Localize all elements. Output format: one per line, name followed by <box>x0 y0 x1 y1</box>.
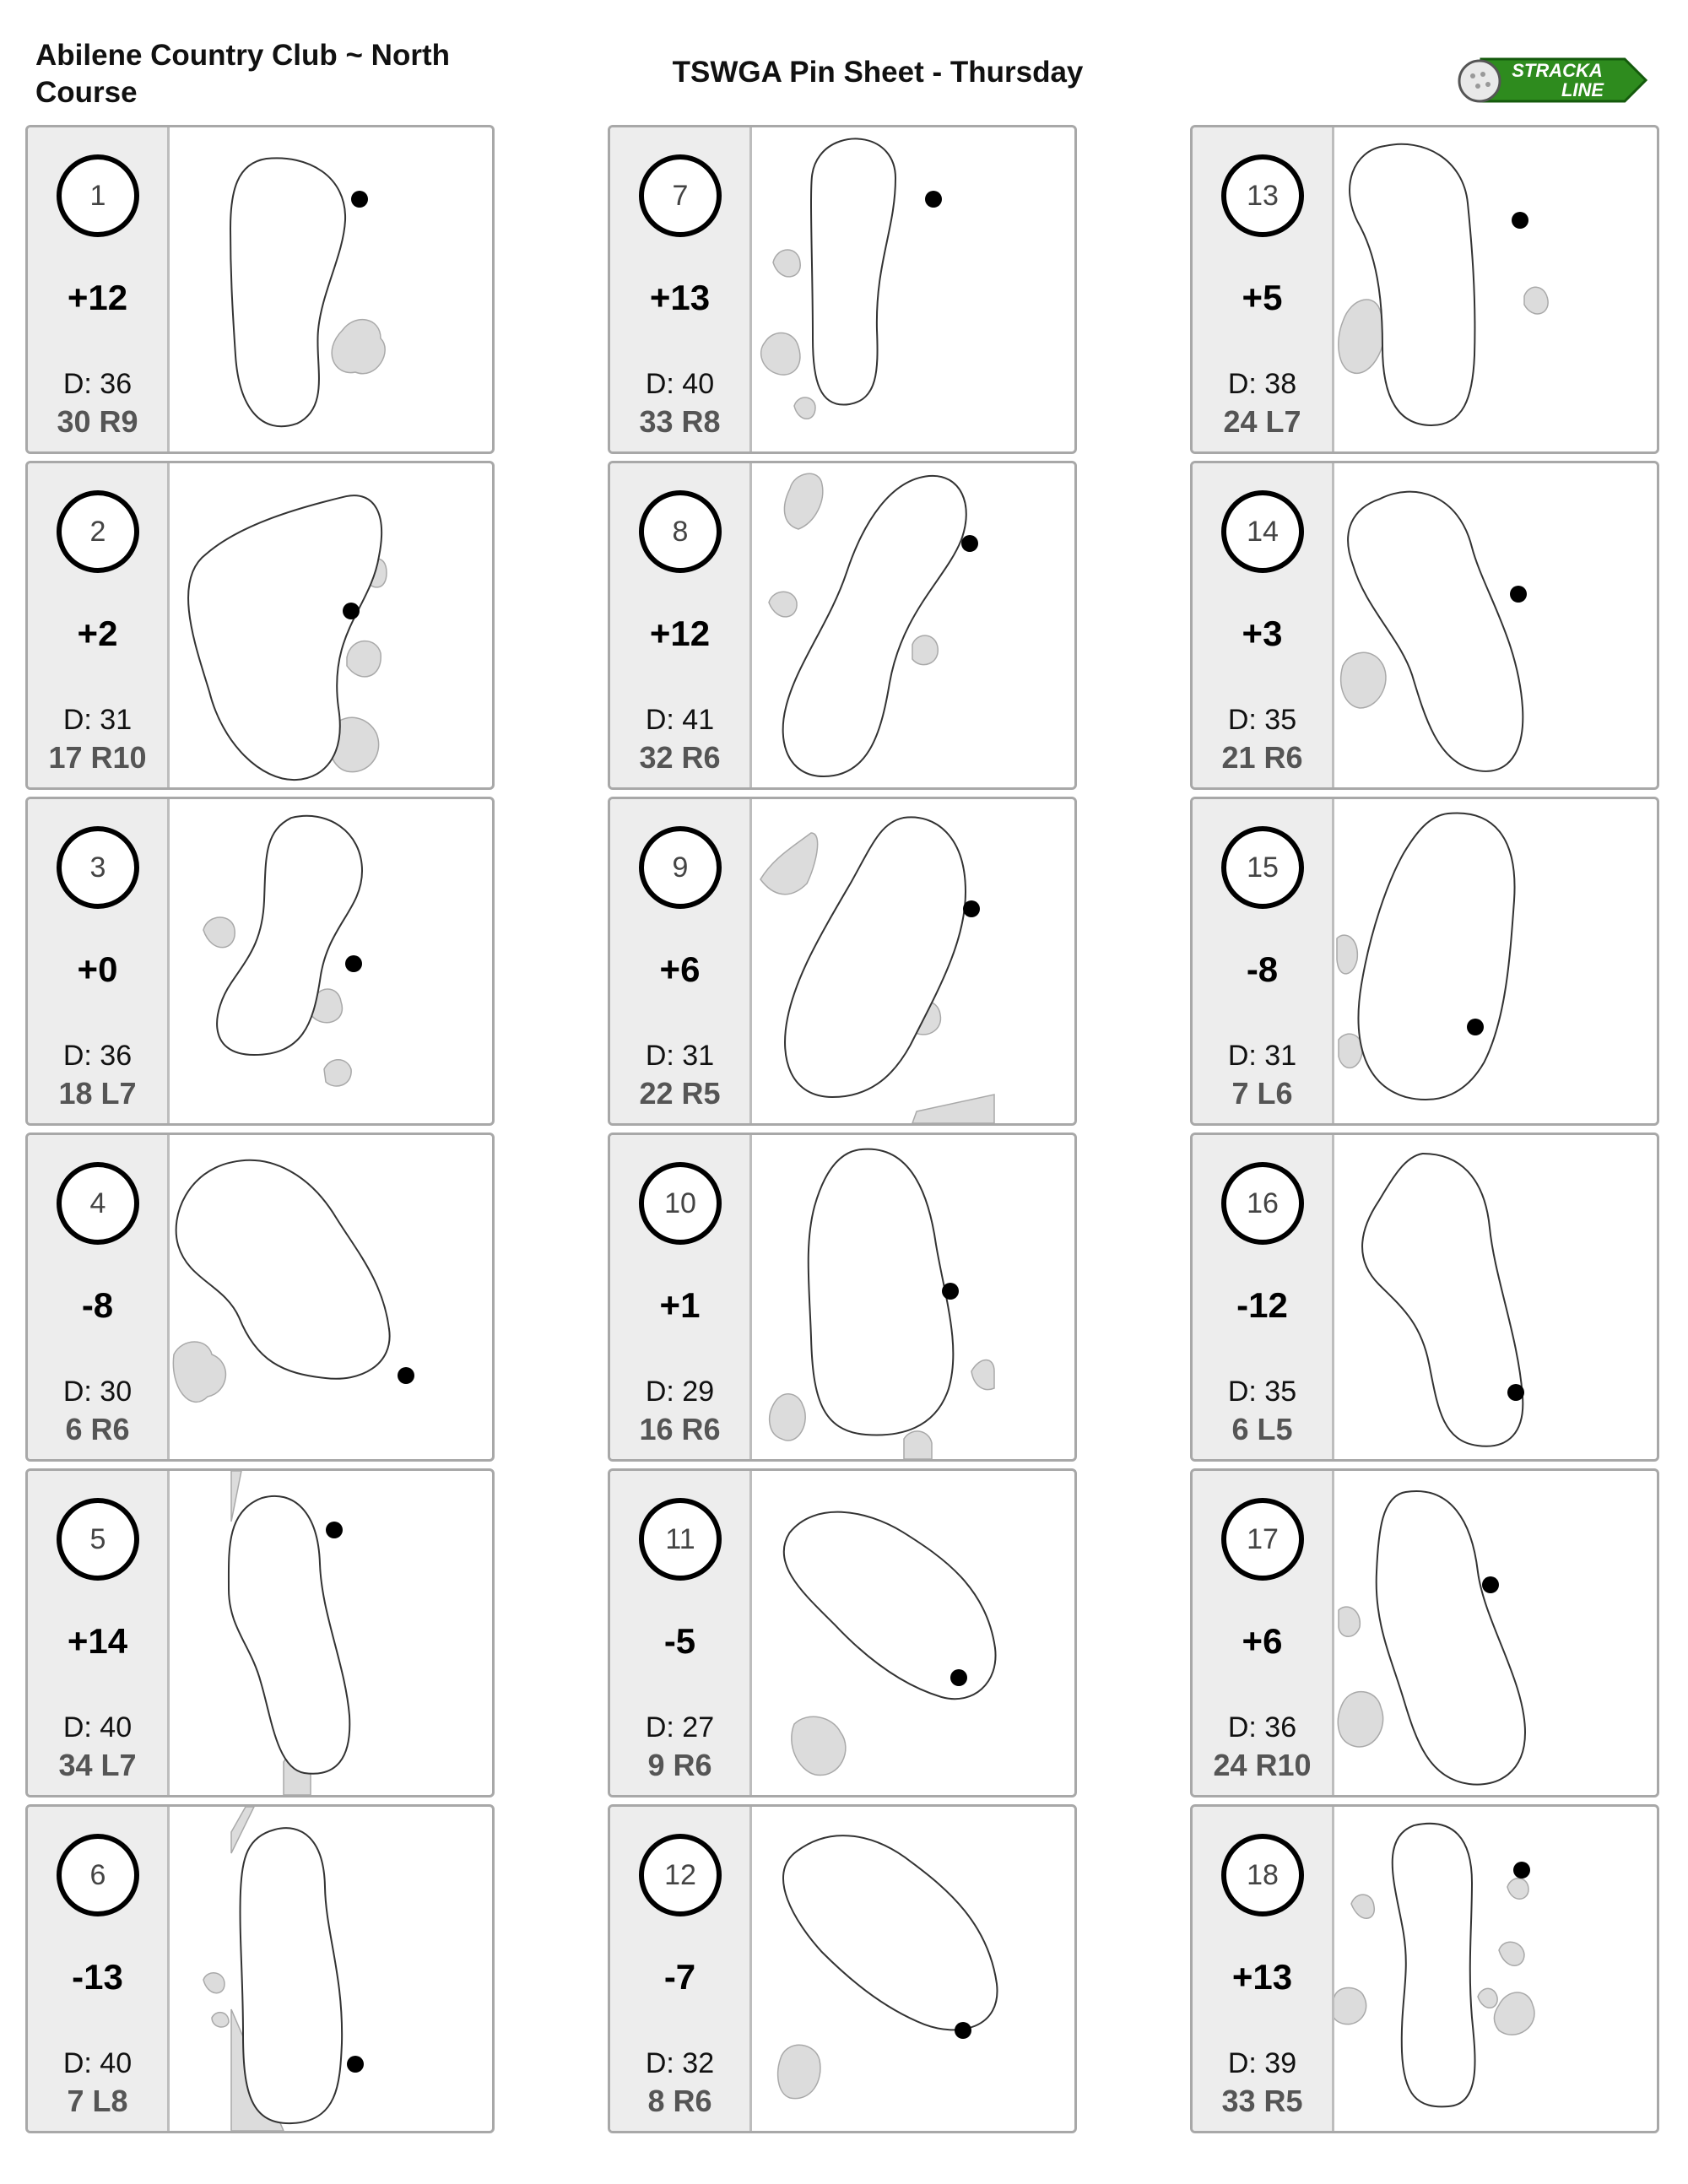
green-depth: D: 31 <box>645 1040 715 1072</box>
hole-card <box>1190 461 1659 790</box>
hole-number: 11 <box>639 1498 722 1581</box>
hole-adjustment: +13 <box>649 278 711 317</box>
pin-position: 32 R6 <box>639 740 721 775</box>
pin-position: 6 L5 <box>1231 1412 1293 1446</box>
bunker-shape <box>347 641 381 677</box>
green-diagram <box>170 799 492 1123</box>
pin-position: 18 L7 <box>58 1076 137 1111</box>
green-depth: D: 35 <box>1227 704 1297 736</box>
hole-card <box>25 461 495 790</box>
green-diagram <box>752 1807 1074 2131</box>
green-depth: D: 39 <box>1227 2047 1297 2079</box>
hole-info-panel <box>28 1807 170 2131</box>
hole-number: 1 <box>57 154 139 237</box>
hole-info-panel <box>28 127 170 451</box>
hole-info-panel <box>1193 1471 1334 1795</box>
pin-marker <box>1482 1576 1499 1593</box>
green-diagram <box>1334 127 1657 451</box>
pin-marker <box>942 1283 959 1300</box>
green-diagram <box>1334 1807 1657 2131</box>
pin-position: 22 R5 <box>639 1076 721 1111</box>
bunker-shape <box>1337 935 1357 974</box>
hole-info-panel <box>28 799 170 1123</box>
hole-info-panel <box>610 1135 752 1459</box>
hole-card <box>25 125 495 454</box>
bunker-shape <box>332 320 385 374</box>
pin-marker <box>955 2022 971 2039</box>
bunker-shape <box>1494 1992 1534 2035</box>
pin-marker <box>345 955 362 972</box>
green-depth: D: 31 <box>62 704 133 736</box>
pin-marker <box>1510 586 1527 603</box>
hole-number: 15 <box>1221 826 1304 909</box>
bunker-shape <box>173 1342 225 1402</box>
green-depth: D: 40 <box>62 1711 133 1743</box>
green-diagram <box>752 127 1074 451</box>
course-title: Abilene Country Club ~ North Course <box>35 39 450 109</box>
pin-marker <box>347 2056 364 2073</box>
green-surface <box>1379 1494 1523 1782</box>
hole-number: 5 <box>57 1498 139 1581</box>
green-diagram <box>1334 463 1657 787</box>
hole-card <box>608 1133 1077 1462</box>
pin-marker <box>1507 1384 1524 1401</box>
hole-card <box>25 797 495 1126</box>
hole-card <box>1190 1468 1659 1797</box>
pin-marker <box>343 603 360 619</box>
hole-info-panel <box>1193 463 1334 787</box>
bunker-shape <box>784 473 822 529</box>
pin-position: 8 R6 <box>647 2084 712 2118</box>
pin-marker <box>398 1367 414 1384</box>
pin-position: 7 L6 <box>1231 1076 1293 1111</box>
hole-number: 6 <box>57 1834 139 1916</box>
hole-info-panel <box>610 1471 752 1795</box>
pin-marker <box>950 1669 967 1686</box>
hole-number: 14 <box>1221 490 1304 573</box>
logo-text-bottom: LINE <box>1561 79 1604 100</box>
hole-adjustment: +5 <box>1242 278 1283 317</box>
bunker-shape <box>971 1360 994 1390</box>
green-depth: D: 36 <box>62 1040 133 1072</box>
green-surface <box>786 1838 995 2027</box>
pin-marker <box>326 1522 343 1538</box>
pin-marker <box>961 535 978 552</box>
green-depth: D: 36 <box>62 368 133 400</box>
green-diagram <box>170 463 492 787</box>
green-diagram <box>1334 1471 1657 1795</box>
green-surface <box>1365 1156 1520 1444</box>
green-surface <box>787 1515 993 1697</box>
hole-card <box>608 461 1077 790</box>
bunker-shape <box>212 2013 229 2027</box>
hole-number: 9 <box>639 826 722 909</box>
hole-info-panel <box>1193 799 1334 1123</box>
hole-adjustment: +6 <box>1242 1621 1283 1661</box>
pin-position: 9 R6 <box>647 1748 712 1782</box>
green-surface <box>1350 495 1520 769</box>
bunker-shape <box>1339 1034 1362 1068</box>
pin-marker <box>1513 1862 1530 1879</box>
green-diagram <box>170 1135 492 1459</box>
hole-info-panel <box>28 463 170 787</box>
hole-card <box>1190 797 1659 1126</box>
hole-number: 17 <box>1221 1498 1304 1581</box>
hole-card <box>608 125 1077 454</box>
green-diagram <box>752 1135 1074 1459</box>
bunker-shape <box>773 250 800 277</box>
green-surface <box>1361 815 1512 1097</box>
green-depth: D: 30 <box>62 1376 133 1408</box>
hole-number: 3 <box>57 826 139 909</box>
green-depth: D: 32 <box>645 2047 715 2079</box>
hole-adjustment: +12 <box>67 278 128 317</box>
bunker-shape <box>1339 300 1385 373</box>
green-surface <box>179 1163 387 1376</box>
bunker-shape <box>912 1095 994 1123</box>
hole-card <box>25 1804 495 2133</box>
pin-position: 7 L8 <box>67 2084 128 2118</box>
hole-info-panel <box>1193 127 1334 451</box>
hole-card <box>608 797 1077 1126</box>
hole-adjustment: +1 <box>659 1285 701 1325</box>
hole-number: 13 <box>1221 154 1304 237</box>
green-diagram <box>752 799 1074 1123</box>
hole-number: 10 <box>639 1162 722 1245</box>
hole-adjustment: +6 <box>659 949 701 989</box>
hole-adjustment: -8 <box>1246 949 1279 989</box>
bunker-shape <box>1351 1895 1374 1918</box>
pin-position: 16 R6 <box>639 1412 721 1446</box>
hole-adjustment: -7 <box>663 1957 696 1997</box>
pin-position: 34 L7 <box>58 1748 137 1782</box>
hole-card <box>25 1468 495 1797</box>
bunker-shape <box>1524 287 1548 314</box>
logo-text-top: STRACKA <box>1512 60 1603 81</box>
bunker-shape <box>1499 1942 1524 1965</box>
hole-card <box>1190 125 1659 454</box>
pin-position: 17 R10 <box>48 740 147 775</box>
hole-adjustment: +14 <box>67 1621 128 1661</box>
hole-card <box>1190 1804 1659 2133</box>
green-surface <box>231 1499 347 1771</box>
bunker-shape <box>792 1716 846 1775</box>
hole-adjustment: +3 <box>1242 614 1283 653</box>
bunker-shape <box>203 917 235 948</box>
hole-info-panel <box>610 1807 752 2131</box>
hole-card <box>25 1133 495 1462</box>
hole-adjustment: -12 <box>1236 1285 1288 1325</box>
hole-adjustment: -8 <box>81 1285 114 1325</box>
bunker-shape <box>794 397 815 419</box>
green-diagram <box>170 1807 492 2131</box>
green-depth: D: 38 <box>1227 368 1297 400</box>
hole-number: 4 <box>57 1162 139 1245</box>
green-depth: D: 31 <box>1227 1040 1297 1072</box>
hole-info-panel <box>28 1135 170 1459</box>
pin-position: 21 R6 <box>1221 740 1303 775</box>
green-diagram <box>752 1471 1074 1795</box>
hole-info-panel <box>610 127 752 451</box>
pin-position: 33 R8 <box>639 404 721 439</box>
bunker-shape <box>778 2045 820 2098</box>
hole-number: 2 <box>57 490 139 573</box>
bunker-shape <box>760 833 818 895</box>
hole-number: 16 <box>1221 1162 1304 1245</box>
green-depth: D: 40 <box>62 2047 133 2079</box>
bunker-shape <box>904 1431 932 1459</box>
green-surface <box>811 1152 951 1433</box>
pin-marker <box>1512 212 1528 229</box>
stracka-line-logo <box>1456 51 1650 110</box>
pin-position: 33 R5 <box>1221 2084 1303 2118</box>
bunker-shape <box>761 333 800 376</box>
hole-info-panel <box>610 463 752 787</box>
hole-card <box>608 1468 1077 1797</box>
bunker-shape <box>770 1394 805 1441</box>
hole-info-panel <box>1193 1135 1334 1459</box>
pin-marker <box>963 900 980 917</box>
hole-number: 8 <box>639 490 722 573</box>
bunker-shape <box>1339 1607 1360 1636</box>
hole-number: 12 <box>639 1834 722 1916</box>
green-depth: D: 41 <box>645 704 715 736</box>
bunker-shape <box>1334 1987 1366 2024</box>
bunker-shape <box>912 635 938 665</box>
bunker-shape <box>324 1060 351 1086</box>
hole-number: 7 <box>639 154 722 237</box>
hole-info-panel <box>28 1471 170 1795</box>
hole-adjustment: +13 <box>1231 1957 1293 1997</box>
bunker-shape <box>1341 652 1386 708</box>
bunker-shape <box>1338 1692 1382 1747</box>
green-diagram <box>1334 799 1657 1123</box>
green-diagram <box>1334 1135 1657 1459</box>
hole-card <box>608 1804 1077 2133</box>
pin-position: 6 R6 <box>65 1412 130 1446</box>
pin-marker <box>351 191 368 208</box>
green-depth: D: 40 <box>645 368 715 400</box>
hole-adjustment: +2 <box>77 614 118 653</box>
bunker-shape <box>1478 1988 1497 2008</box>
hole-adjustment: +12 <box>649 614 711 653</box>
green-surface <box>1352 147 1472 423</box>
green-diagram <box>752 463 1074 787</box>
green-depth: D: 27 <box>645 1711 715 1743</box>
sheet-title: TSWGA Pin Sheet - Thursday <box>672 56 1084 89</box>
green-diagram <box>170 127 492 451</box>
green-depth: D: 29 <box>645 1376 715 1408</box>
hole-card <box>1190 1133 1659 1462</box>
bunker-shape <box>203 1973 225 1993</box>
hole-number: 18 <box>1221 1834 1304 1916</box>
pin-marker <box>1467 1019 1484 1035</box>
green-depth: D: 35 <box>1227 1376 1297 1408</box>
pin-marker <box>925 191 942 208</box>
hole-adjustment: +0 <box>77 949 118 989</box>
bunker-shape <box>1507 1879 1528 1899</box>
green-surface <box>786 478 964 774</box>
pin-position: 24 L7 <box>1223 404 1301 439</box>
pin-position: 30 R9 <box>57 404 138 439</box>
hole-info-panel <box>1193 1807 1334 2131</box>
hole-info-panel <box>610 799 752 1123</box>
hole-adjustment: -5 <box>663 1621 696 1661</box>
pin-position: 24 R10 <box>1213 1748 1312 1782</box>
hole-adjustment: -13 <box>72 1957 123 1997</box>
bunker-shape <box>769 592 797 617</box>
green-depth: D: 36 <box>1227 1711 1297 1743</box>
green-diagram <box>170 1471 492 1795</box>
